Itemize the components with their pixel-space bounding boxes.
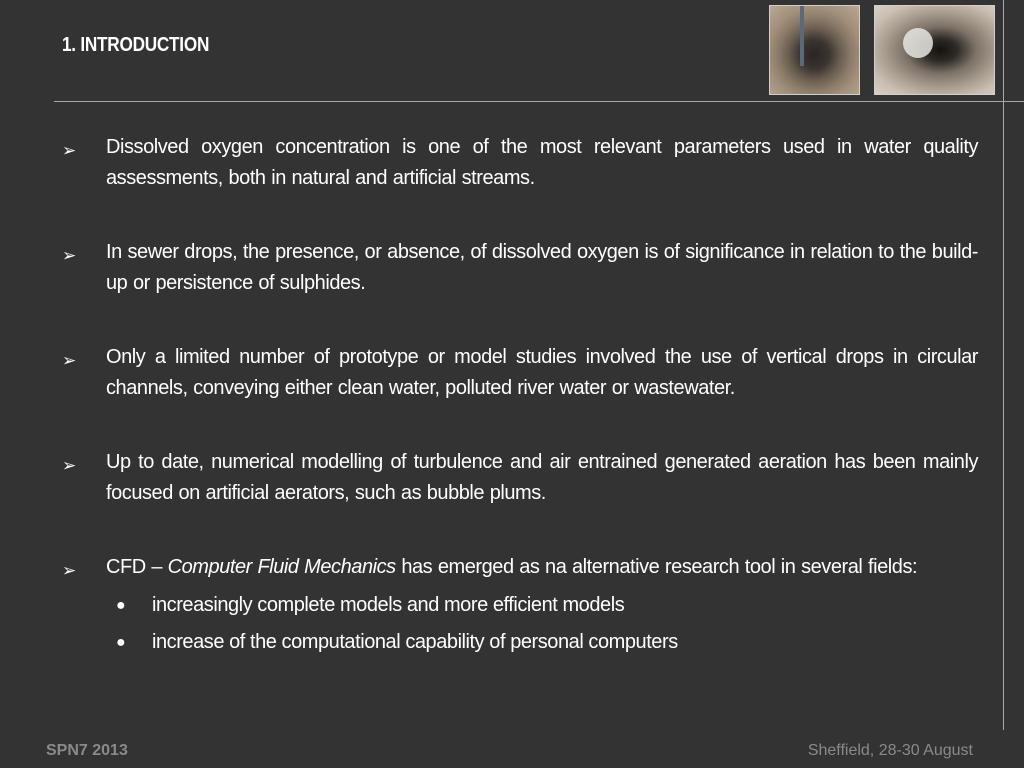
manhole-photo-1 [769, 5, 860, 95]
footer-conference-label: SPN7 2013 [46, 742, 128, 759]
bullet-list [62, 132, 978, 661]
arrow-bullet-icon: ➢ [62, 561, 77, 580]
arrow-bullet-icon: ➢ [62, 351, 77, 370]
sub-bullet-item [62, 587, 978, 624]
bullet-text [106, 552, 978, 583]
cfd-emphasis: Computer Fluid Mechanics [167, 556, 396, 578]
dot-bullet-icon: ● [116, 634, 126, 651]
probe-pole-decoration [800, 6, 804, 66]
manhole-photo-2 [874, 5, 995, 95]
footer-location-date: Sheffield, 28-30 August [807, 742, 973, 759]
sub-bullet-list [62, 587, 978, 661]
bullet-item-cfd [62, 552, 978, 583]
hand-decoration [903, 28, 933, 58]
bullet-item [62, 132, 978, 194]
bullet-text: Dissolved oxygen concentration is one of the most relevant parameters used in water quality assessments, both in natural and artificial streams. [106, 136, 978, 189]
sub-bullet-text: increasingly complete models and more efficient models [152, 594, 625, 616]
dot-bullet-icon: ● [116, 597, 126, 614]
arrow-bullet-icon: ➢ [62, 141, 77, 160]
arrow-bullet-icon: ➢ [62, 456, 77, 475]
bullet-item [62, 237, 978, 299]
bullet-item [62, 447, 978, 509]
sub-bullet-item [62, 624, 978, 661]
bullet-item [62, 342, 978, 404]
arrow-bullet-icon: ➢ [62, 246, 77, 265]
side-divider [1003, 0, 1004, 730]
cfd-suffix: has emerged as na alternative research tool in several fields: [395, 556, 918, 578]
bullet-text: In sewer drops, the presence, or absence, of dissolved oxygen is of significance in relation to the build-up or persistence of sulphides. [106, 241, 978, 294]
bullet-text: Up to date, numerical modelling of turbulence and air entrained generated aeration has been mainly focused on artificial aerators, such as bubble plums. [106, 451, 978, 504]
sub-bullet-text: increase of the computational capability of personal computers [152, 631, 678, 653]
title-divider [54, 101, 1024, 102]
cfd-prefix: CFD – [106, 556, 168, 578]
page-title: 1. INTRODUCTION [62, 34, 210, 56]
bullet-text: Only a limited number of prototype or model studies involved the use of vertical drops in circular channels, conveying either clean water, polluted river water or wastewater. [106, 346, 978, 399]
